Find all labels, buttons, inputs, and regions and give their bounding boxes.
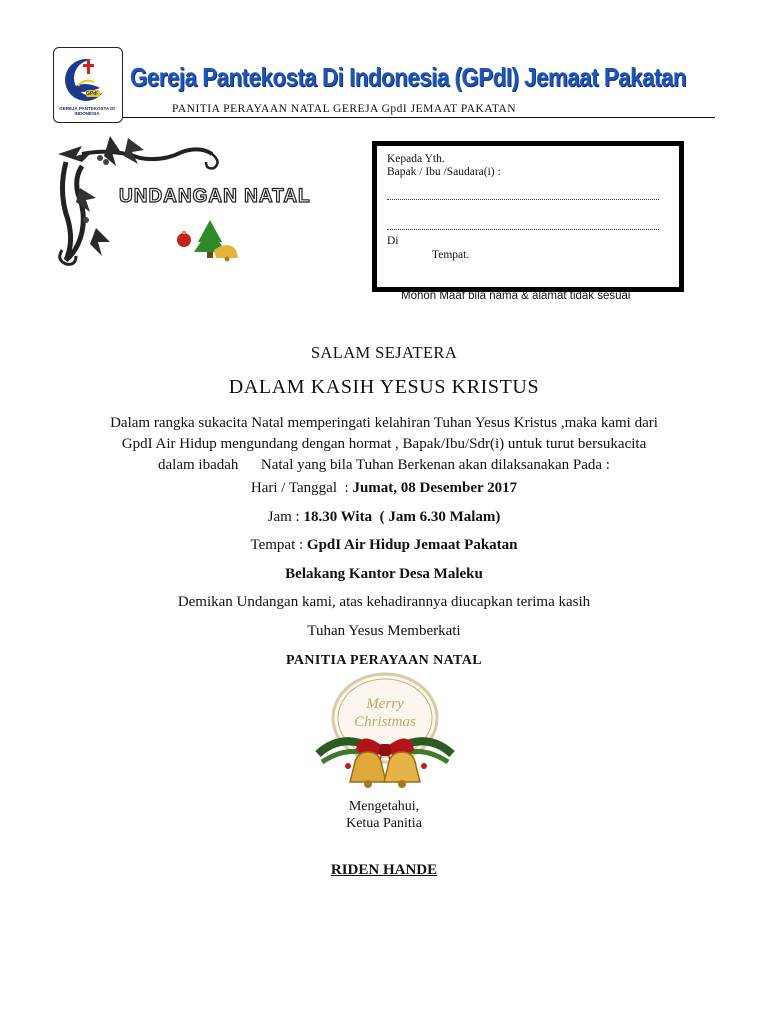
place-value: GpdI Air Hidup Jemaat Pakatan [306,537,518,553]
greeting-subtitle: DALAM KASIH YESUS KRISTUS [228,376,540,398]
time-value: 18.30 Wita ( Jam 6.30 Malam) [303,509,501,525]
addressee-salutation: Bapak / Ibu /Saudara(i) : [387,166,501,178]
address-blank-line [387,229,659,230]
committee-name: PANITIA PERAYAAN NATAL [285,653,483,668]
signatory-role: Ketua Panitia [346,816,422,831]
event-place [0,537,768,554]
date-label: Hari / Tanggal : [250,480,353,496]
address-disclaimer: Mohon Maaf bila nama & alamat tidak sesuai [401,290,631,302]
addressee-di: Di [387,235,399,247]
addressee-heading: Kepada Yth. [387,153,445,165]
blessing-text: Tuhan Yesus Memberkati [307,623,461,639]
addressee-tempat: Tempat. [432,249,470,261]
invitation-title: UNDANGAN NATAL [119,186,311,207]
paragraph-line: GpdI Air Hidup mengundang dengan hormat , Bapak/Ibu/Sdr(i) untuk turut bersukacita [121,436,647,452]
recipient-address-box [372,141,684,292]
event-date [0,480,768,497]
paragraph-line: dalam ibadah Natal yang bila Tuhan Berkenan akan dilaksanakan Pada : [158,457,610,473]
merry-text: Merry [366,696,404,712]
greeting: SALAM SEJATERA [310,343,458,362]
name-blank-line [387,199,659,200]
christmas-text: Christmas [354,714,416,730]
merry-christmas-bells-icon [312,670,458,796]
logo-caption: GEREJA PANTEKOSTA DI INDONESIA [59,106,115,116]
signatory-name: RIDEN HANDE [330,862,438,878]
place-label: Tempat : [250,537,307,553]
logo-badge: GPdI [86,91,98,97]
acknowledged-label: Mengetahui, [348,799,420,814]
church-title: Gereja Pantekosta Di Indonesia (GPdI) Jemaat Pakatan [130,62,686,92]
invitation-paragraph [0,413,768,476]
date-value: Jumat, 08 Desember 2017 [352,480,518,496]
event-place-detail: Belakang Kantor Desa Maleku [285,566,483,582]
committee-subtitle: PANITIA PERAYAAN NATAL GEREJA GpdI JEMAAT PAKATAN [172,103,517,115]
header-divider [123,117,715,118]
time-label: Jam : [267,509,304,525]
closing-text: Demikan Undangan kami, atas kehadirannya diucapkan terima kasih [177,594,591,610]
event-time [0,509,768,526]
paragraph-line: Dalam rangka sukacita Natal memperingati kelahiran Tuhan Yesus Kristus ,maka kami dari [110,415,658,431]
